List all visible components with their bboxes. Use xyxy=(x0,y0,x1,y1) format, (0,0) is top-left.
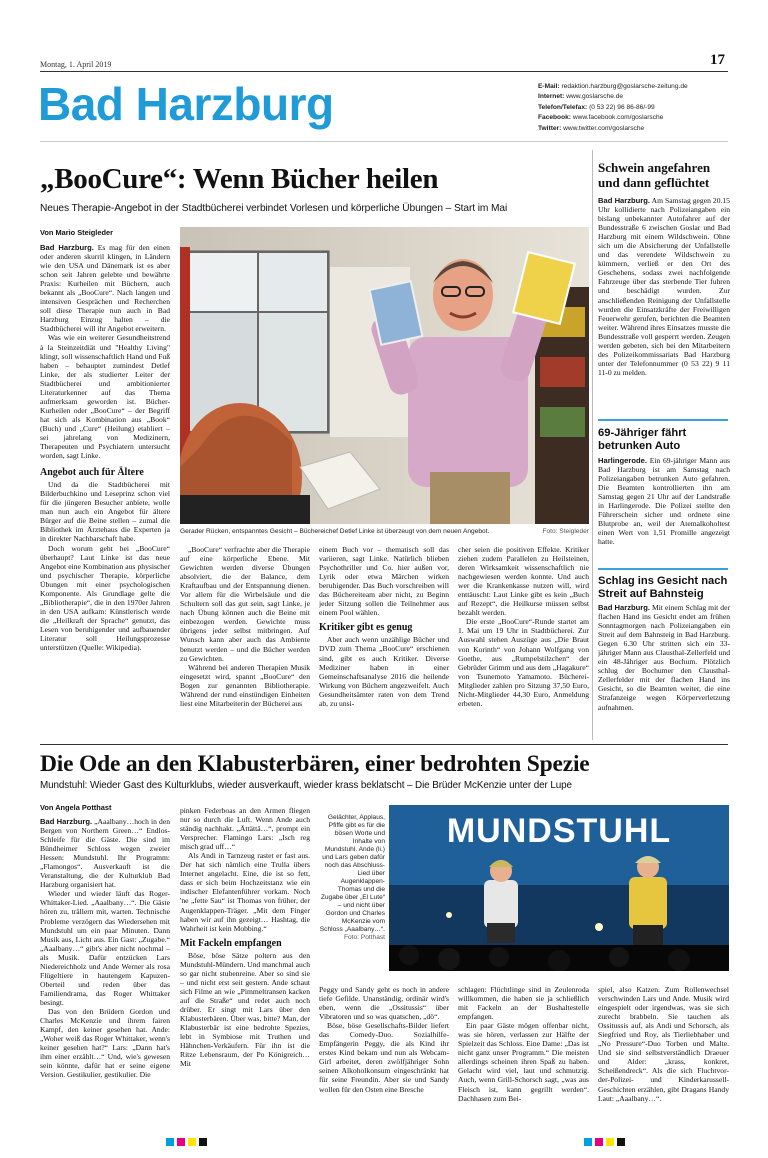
article1-photo-credit: Foto: Steigleder xyxy=(542,528,589,535)
article1-photo-caption: Gerader Rücken, entspanntes Gesicht – Büchereichef Detlef Linke ist überzeugt von dem neuen Angebot. Foto: Steigleder xyxy=(180,528,589,535)
sidebar-story2-text: Harlingerode. Ein 69-jähriger Mann aus Bad Harzburg ist am Samstag nach Polizeiangaben betrunken Auto gefahren. Die Beamten kontrollierten ihn am Samstag gegen 21 Uhr auf der Landstraße in Harlingerode. Die Polizei stellte den Führerschein sicher und ordnete eine Blutprobe an, weil der Atemalkoholtest einen Wert von 1,51 Promille angezeigt hatte. xyxy=(598,456,730,547)
article2-photo xyxy=(389,805,729,971)
article2-column-5: spiel, also Katzen. Zum Rollenwechsel verschwinden Lars und Ande. Musik wird eingespielt oder irgendwas, was sie sich zurecht brabbeln. Sie tauchen als Ossitussis auf, als Andi und Schorsch, als Siegfried und Roy, als Tierliebhaber und „No Pressure“-Duo Torben und Malte. Und sie sind selbstverständlich Draeuer und Alder: „krass, konkret, Scheißendreck“. Als die sich Fluchtvor-der-Polizei- und Kinderkarussell-Geschichten erzählen, gibt Dragans Handy Laut: „Aaalbany…“. xyxy=(598,985,729,1103)
contact-twitter[interactable]: Twitter: www.twitter.com/goslarsche xyxy=(538,124,645,132)
article1-byline: Von Mario Steigleder xyxy=(40,228,113,237)
section-title: Bad Harzburg xyxy=(38,78,334,130)
article2-headline: Die Ode an den Klabusterbären, einer bedrohten Spezie xyxy=(40,751,590,777)
article2-column-1: Bad Harzburg. „Aaalbany…hoch in den Bergen von Northern Green…“ Endlos-Schleife für die Gäste. Die sind im Bündheimer Schloss wegen zweier Hessen: Mundstuhl. Ihr Programm: „Flamongos“. Ausverkauft ist die Veranstaltung, die der Kulturklub Bad Harzburg organisiert hat. Wieder und wieder läuft das Roger-Whittaker-Lied. „Aaalbany…“. Die Gäste hören zu, trällern mit, warten. Technische Probleme verzögern das Wiedersehen mit Mundstuhl um ein paar Minuten. Dann Musik aus, Licht aus. Ein Gast: „Zugabe.“ „Aaalbany…“ gibt's aber nicht nochmal – als Musik. Dafür entzücken Lars Niedereichholz und Ande Werner als rosa Flügeltiere in hautengem Kapuzen-Oberteil und reden über das Familiendrama, das Roger Whittaker besingt. Das von den Brüdern Gordon und Charles McKenzie und ihrem fairen Kampf, den keiner gesehen hat. Ande: „Woher weiß das Roger Whittaker, wenn's keiner gesehen hat?“ Lars: „Dann hat's ihm einer erzählt…“ Und, wie's gewesen sein könnte, dafür hat er seine eigene Version. Gestikulier, gestikulier. Die xyxy=(40,817,170,1080)
sidebar-story2-headline: 69-Jähriger fährt betrunken Auto xyxy=(598,427,687,452)
article2-byline: Von Angela Potthast xyxy=(40,803,112,812)
contact-internet[interactable]: Internet: www.goslarsche.de xyxy=(538,93,624,101)
article1-column-3: einem Buch vor – thematisch soll das variieren, sagt Linke. Natürlich blieben Psychothriller und Co. hier außen vor, Lyrik oder etwa Märchen wirken beruhigender. Das Buch vorschreiben will das Büchereiteam aber nicht, zu Beginn jeder Sitzung sollen die Teilnehmer aus einem Pool wählen. Kritiker gibt es genug Aber auch wenn unzählige Bücher und DVD zum Thema „BooCure“ erschienen sind, gibt es auch Kritiker. Diverse Mediziner haben in einer Gemeinschaftsanalyse 2016 die heilende Wirkung von Büchern angezweifelt. Auch Gesundheitsämter raten von dem Trend ab, zu unsi- xyxy=(319,545,449,708)
article2-subhead: Mundstuhl: Wieder Gast des Kulturklubs, wieder ausverkauft, wieder krass beklatscht – Die Brüder McKenzie unter der Lupe xyxy=(40,780,572,791)
black-swatch xyxy=(617,1138,625,1146)
top-rule xyxy=(40,71,728,72)
cyan-swatch xyxy=(166,1138,174,1146)
sidebar-story1-headline: Schwein angefahren und dann geflüchtet xyxy=(598,160,711,190)
magenta-swatch xyxy=(177,1138,185,1146)
article1-subhead-1: Angebot auch für Ältere xyxy=(40,467,144,479)
magenta-swatch xyxy=(595,1138,603,1146)
article1-subhead-2: Kritiker gibt es genug xyxy=(319,622,413,634)
issue-date: Montag, 1. April 2019 xyxy=(40,60,112,69)
sidebar-divider xyxy=(592,150,593,740)
sidebar-story1-text: Bad Harzburg. Am Samstag gegen 20.15 Uhr kollidierte nach Polizeiangaben ein bislang unbekannter Autofahrer auf der Bundesstraße 6 zwischen Goslar und Bad Harzburg mit einem Wildschwein. Ohne sich um die Absicherung der Unfallstelle und das verendete Wildschwein zu kümmern, verließ er den Ort des Geschehens, sodass zwei nachfolgende Fahrzeuge über das sterbende Tier fuhren und beschädigt wurden. Zur anschließenden Reinigung der Unfallstelle wurden die Einsatzkräfte der Freiwilligen Feuerwehr gerufen, berichten die Beamten weiter. Während ihres Einsatzes musste die Bundesstraße voll gesperrt werden. Zeugen werden gebeten, sich bei den Mitarbeitern des Polizeikommissariats Bad Harzburg unter der Telefonnummer (0 53 22) 9 11 11-0 zu melden. xyxy=(598,196,730,377)
cyan-swatch xyxy=(584,1138,592,1146)
yellow-swatch xyxy=(188,1138,196,1146)
mundstuhl-sign: MUNDSTUHL xyxy=(446,812,672,850)
article1-photo xyxy=(180,227,589,524)
article2-photo-credit: Foto: Potthast xyxy=(343,934,385,941)
article2-column-4: schlagen: Flüchtlinge sind in Zeulenroda willkommen, die haben sie ja schließlich mit Fackeln an der Bushaltestelle empfangen. Ein paar Gäste mögen offenbar nicht, was sie hören, verlassen zur Hälfte der Spielzeit das Schloss. Eine Dame: „Das ist nicht ganz unser Programm.“ Die meisten allerdings scheinen ihren Spaß zu haben. Gelacht wird viel, laut und schmutzig. Auch, wenn Grill-Schorsch sagt, „was aus Fleisch ist, kann gegrillt werden“. Dachhasen zum Bei- xyxy=(458,985,589,1103)
contact-facebook[interactable]: Facebook: www.facebook.com/goslarsche xyxy=(538,114,664,122)
header-bottom-rule xyxy=(40,141,728,142)
article2-column-3: Peggy und Sandy geht es noch in andere tiefe Gefilde. Unanständig, ordinär wird's eben, wenn die „Ossitussis“ über Vibratoren und so was quatschen, „dö“. Böse, böse Gesellschafts-Bilder liefert das Comedy-Duo. Sozialhilfe-Empfängerin Peggy, die als Kind ihr erstes Kind bekam und nun als Webcam-Girl arbeitet, deren zwölfjähriger Sohn seinen Alkoholkonsum eingeschränkt hat für seine Freundin. Aber sie und Sandy wollen für den Osten eine Bresche xyxy=(319,985,449,1094)
contact-phone: Telefon/Telefax: (0 53 22) 96 86-86/-99 xyxy=(538,103,655,111)
sidebar-story3-text: Bad Harzburg. Mit einem Schlag mit der flachen Hand ins Gesicht endet am frühen Sonntagmorgen nach Polizeiangaben ein Streit auf dem Bahnsteig in Bad Harzburg. Gegen 6.30 Uhr stritten sich ein 33-jähriger Mann aus Clausthal-Zellerfeld und ein 48-Jähriger aus Bochum. Plötzlich schlug der Bochumer den Clausthal-Zellerfelder mit der flachen Hand ins Gesicht, so die Beamten weiter, die eine Strafanzeige wegen Körperverletzung aufnahmen. xyxy=(598,603,730,712)
black-swatch xyxy=(199,1138,207,1146)
article2-photo-caption: Gelächter, Applaus, Pfiffe gibt es für die bösen Worte und Inhalte von Mundstuhl. Ande (li.) und Lars geben dafür noch das Abschluss-Lied über Augenklappen-Thomas und die Zugabe über „El Lute“ – und nicht über Gordon und Charles McKenzie vom Schloss „Aaalbany…“. Foto: Potthast xyxy=(319,814,385,941)
article-separator-rule xyxy=(40,744,728,745)
article1-column-1: Bad Harzburg. Es mag für den einen oder anderen skurril klingen, in Ländern wie den USA und Dänemark ist es aber schon seit Jahren gelebte und bewährte Praxis: Kurheilen mit Büchern, auch bekannt als „BooCure“. Nach langen und intensiven Gesprächen und Recherchen soll diese Therapie nun auch in Bad Harzburg Einzug halten – die Stadtbücherei will ihr Angebot erweitern. Was wie ein weiterer Gesundheitstrend à la Steinzeitdiät und "Healthy Living" klingt, soll wissenschaftlich Hand und Fuß haben – behauptet zumindest Detlef Linke, der als studierter Leiter der Stadtbücherei und ambitionierter Literaturkenner auf das Thema aufmerksam geworden ist. Bücher-Kurheilen oder „BooCure“ – der Begriff hat sich als Kombination aus „Book“ (Buch) und „Cure“ (Heilung) etabliert – sei jahrelang von Medizinern, Therapeuten und Psychiatern untersucht worden, sagt Linke. Angebot auch für Ältere Und da die Stadtbücherei mit Bilderbuchkino und Leseprinz schon viel für die jüngeren Besucher anbiete, wolle man nun auch ein Angebot für ältere Bürger auf die Beine stellen – zumal die Bibliothek im Ärztehaus die Experten ja in direkter Nachbarschaft habe. Doch worum geht bei „BooCure“ überhaupt? Laut Linke ist das neue Angebot eine Kombination aus physischer und psychischer Therapie, körperliche Übungen mit einer psychologischen Komponente. Als Grundlage gelte die „Bibliotherapie“, die in den 1970er Jahren in den USA aufkam: Künstlerisch werde die „Heilkraft der Sprache“ genutzt, das Lesen von beruhigender und aufbauender Literatur soll Heilungsprozesse unterstützen (Quelle: Wikipedia). xyxy=(40,243,170,653)
article2-subhead-1: Mit Fackeln empfangen xyxy=(180,937,282,949)
contact-email[interactable]: E-Mail: redaktion.harzburg@goslarsche-zeitung.de xyxy=(538,83,688,90)
librarian-photo-illustration xyxy=(180,227,589,524)
article1-headline: „BooCure“: Wenn Bücher heilen xyxy=(40,163,439,195)
cmyk-marks-right xyxy=(584,1138,625,1146)
sidebar-rule-2 xyxy=(598,568,728,570)
article1-column-4: cher seien die positiven Effekte. Kritiker ziehen zudem Parallelen zu Heilsteinen, deren Wirksamkeit wissenschaftlich nie nachgewiesen werden konnte. Und auch wer die Krankenkasse nutzen will, wird enttäuscht: Laut Linke gibt es kein „Buch auf Rezept“, die Heilkurse müssen selbst bezahlt werden. Die erste „BooCure“-Runde startet am 1. Mai um 19 Uhr in Stadtbücherei. Zur Auswahl stehen Auszüge aus „Die Braut von Korinth“ von Johann Wolfgang von Goethe, aus „Rumpelstilzchen“ der Gebrüder Grimm und aus dem „Hagakure“ von Tsunemoto Yamamoto. Bücherei-Mitglieder zahlen pro Sitzung 37,50 Euro, Nicht-Mitglieder 44,30 Euro, Anmeldung erbeten. xyxy=(458,545,589,708)
page-number: 17 xyxy=(710,52,725,68)
contact-box xyxy=(538,82,688,134)
article1-column-2: „BooCure“ verfrachte aber die Therapie auf eine körperliche Ebene. Mit Gewichten werden diverse Übungen absolviert, die der Balance, dem Kraftaufbau und der Entspannung dienen. Vor allem für die Wirbelsäule und die Schultern soll das gut sein, sagt Linke, je nach Übung können auch die Beine mit einbezogen werden. Gewichte muss übrigens jeder selbst mitbringen. Auf Wunsch kann aber auch das Ambiente benutzt werden – und die Bücher werden zu Gewichten. Während bei anderen Therapien Musik eingesetzt wird, spannt „BooCure“ den Bogen zur genannten Bibliotherapie. Während der rund einstündigen Einheiten liest eine Mitarbeiterin der Bücherei aus xyxy=(180,545,310,708)
sidebar-story3-headline: Schlag ins Gesicht nach Streit auf Bahnsteig xyxy=(598,575,728,600)
sidebar-rule-1 xyxy=(598,419,728,421)
cmyk-marks-left xyxy=(166,1138,207,1146)
article1-subhead: Neues Therapie-Angebot in der Stadtbücherei verbindet Vorlesen und körperliche Übungen – Start im Mai xyxy=(40,203,508,214)
yellow-swatch xyxy=(606,1138,614,1146)
article2-column-2: pinken Federboas an den Armen fliegen nur so durch die Luft. Wenn Ande auch ständig nachhakt. „Ättättä…“, prompt ein Versprecher. Flamingo Lars: „Isch reg misch grad uff…“ Als Andi in Tarnzeug rastet er fast aus. Der hat sich nämlich eine Trulla übers Internet angelacht. Eine, die ist so fett, dass er sich beim Hochzeitstanz wie ein indischer Elefantenführer vorkam. Noch 'ne „fette Sau“ ist Thomas von früher, der Augenklappen-Träger. „Mit dem Finger haben wir auf ihn gezeigt… Hashtag, die Wahrheit ist kein Mobbing.“ Mit Fackeln empfangen Böse, böse Sätze poltern aus den Mundstuhl-Mündern. Und manchmal auch so gar nicht stubenreine. Aber so sind sie – und nicht erst seit gestern. Ande schaut sich Filme an wie „Pimmeltransen kacken auf die Straße“ und redet auch noch drüber. Er singt mit Lars über den Klabusterbären. Über was, bitte? Man, der Klabusterbär ist eine bedrohte Spezies, lebt in Symbiose mit Truthen und Hähnchen-Verkäufern. Für ihn ist die Ritze Lebensraum, der Po Königreich… Mit xyxy=(180,806,310,1069)
